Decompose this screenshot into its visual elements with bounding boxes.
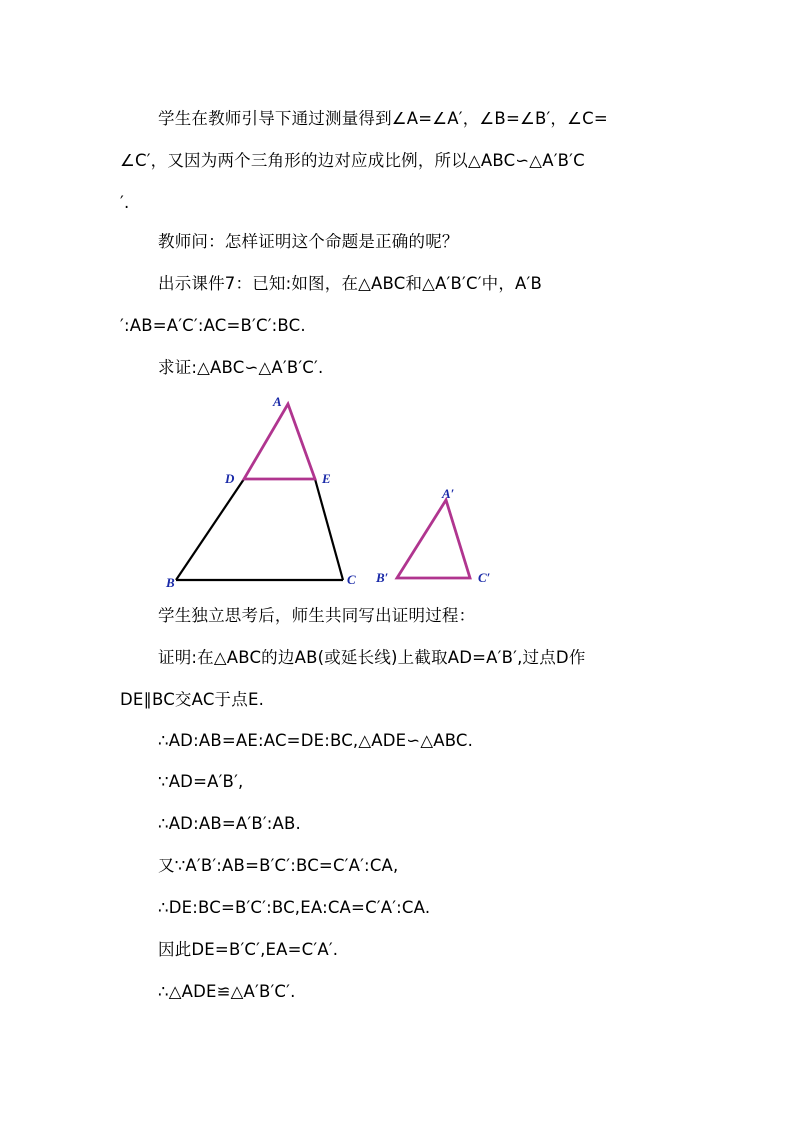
label-E: E (322, 471, 331, 486)
text-line-10: DE∥BC交AC于点E. (120, 690, 265, 709)
text-line-15: ∴DE:BC=B′C′:BC,EA:CA=C′A′:CA. (158, 898, 431, 917)
text-line-7: 求证:△ABC∽△A′B′C′. (158, 358, 324, 377)
triangle-A2B2C2 (397, 500, 470, 578)
label-C-prime: C′ (478, 570, 491, 585)
text-line-5: 出示课件7：已知:如图，在△ABC和△A′B′C′中，A′B (158, 274, 542, 293)
text-line-16: 因此DE=B′C′,EA=C′A′. (158, 940, 339, 959)
label-B-prime: B′ (376, 570, 389, 585)
text-line-13: ∴AD:AB=A′B′:AB. (158, 814, 301, 833)
segment-EC (315, 479, 343, 580)
text-line-12: ∵AD=A′B′, (158, 772, 244, 791)
text-line-9: 证明:在△ABC的边AB(或延长线)上截取AD=A′B′,过点D作 (158, 648, 586, 667)
label-A-prime: A′ (442, 486, 455, 501)
label-C: C (347, 572, 356, 587)
text-line-11: ∴AD:AB=AE:AC=DE:BC,△ADE∽△ABC. (158, 731, 474, 750)
text-line-4: 教师问：怎样证明这个命题是正确的呢？ (158, 232, 459, 251)
text-line-17: ∴△ADE≌△A′B′C′. (158, 982, 296, 1001)
segment-DB (176, 479, 244, 580)
text-line-2: ∠C′，又因为两个三角形的边对应成比例，所以△ABC∽△A′B′C (120, 151, 585, 170)
label-D: D (225, 471, 235, 486)
label-B: B (166, 575, 175, 590)
label-A: A (273, 394, 282, 409)
triangle-ADE (244, 404, 315, 479)
text-line-6: ′:AB=A′C′:AC=B′C′:BC. (120, 316, 306, 335)
text-line-14: 又∵A′B′:AB=B′C′:BC=C′A′:CA, (158, 856, 399, 875)
text-line-8: 学生独立思考后，师生共同写出证明过程： (158, 606, 476, 625)
geometry-figure (160, 392, 510, 592)
text-line-3: ′. (120, 193, 130, 212)
text-line-1: 学生在教师引导下通过测量得到∠A=∠A′，∠B=∠B′，∠C= (158, 109, 608, 128)
